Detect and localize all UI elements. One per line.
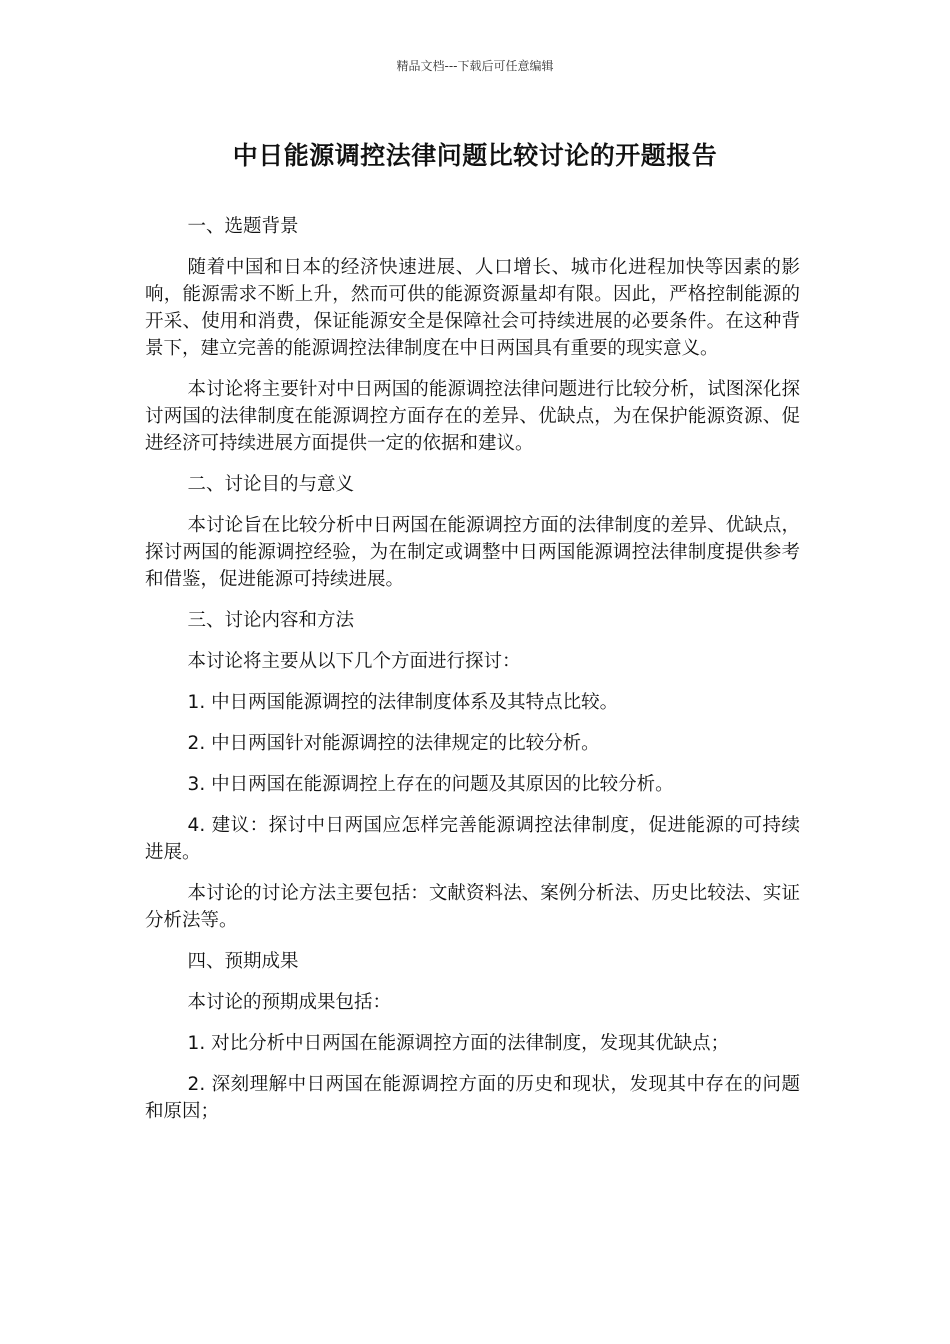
document-body [145, 213, 800, 1139]
list-item-content-2: 2. 中日两国针对能源调控的法律规定的比较分析。 [187, 733, 600, 754]
paragraph-research-aim: 本讨论将主要针对中日两国的能源调控法律问题进行比较分析，试图深化探讨两国的法律制度在能源调控方面存在的差异、优缺点，为在保护能源资源、促进经济可持续进展方面提供一定的依据和建议。 [145, 379, 800, 454]
section-heading-purpose: 二、讨论目的与意义 [187, 474, 355, 495]
paragraph-methods: 本讨论的讨论方法主要包括：文献资料法、案例分析法、历史比较法、实证分析法等。 [145, 883, 800, 931]
document-title: 中日能源调控法律问题比较讨论的开题报告 [232, 141, 718, 170]
paragraph-content-intro: 本讨论将主要从以下几个方面进行探讨： [187, 651, 521, 672]
section-heading-background: 一、选题背景 [187, 216, 299, 237]
list-item-content-3: 3. 中日两国在能源调控上存在的问题及其原因的比较分析。 [187, 774, 674, 795]
header-note: 精品文档---下载后可任意编辑 [396, 59, 554, 73]
paragraph-background: 随着中国和日本的经济快速进展、人口增长、城市化进程加快等因素的影响，能源需求不断上升，然而可供的能源资源量却有限。因此，严格控制能源的开采、使用和消费，保证能源安全是保障社会可持续进展的必要条件。在这种背景下，建立完善的能源调控法律制度在中日两国具有重要的现实意义。 [145, 257, 800, 359]
section-heading-content-methods: 三、讨论内容和方法 [187, 610, 355, 631]
list-item-result-1: 1. 对比分析中日两国在能源调控方面的法律制度，发现其优缺点； [187, 1033, 730, 1054]
list-item-content-1: 1. 中日两国能源调控的法律制度体系及其特点比较。 [187, 692, 619, 713]
list-item-result-2: 2. 深刻理解中日两国在能源调控方面的历史和现状，发现其中存在的问题和原因； [145, 1074, 800, 1122]
list-item-content-4: 4. 建议：探讨中日两国应怎样完善能源调控法律制度，促进能源的可持续进展。 [145, 815, 800, 863]
section-heading-expected-results: 四、预期成果 [187, 951, 299, 972]
paragraph-results-intro: 本讨论的预期成果包括： [187, 992, 392, 1013]
paragraph-purpose: 本讨论旨在比较分析中日两国在能源调控方面的法律制度的差异、优缺点，探讨两国的能源调控经验，为在制定或调整中日两国能源调控法律制度提供参考和借鉴，促进能源可持续进展。 [145, 515, 800, 590]
